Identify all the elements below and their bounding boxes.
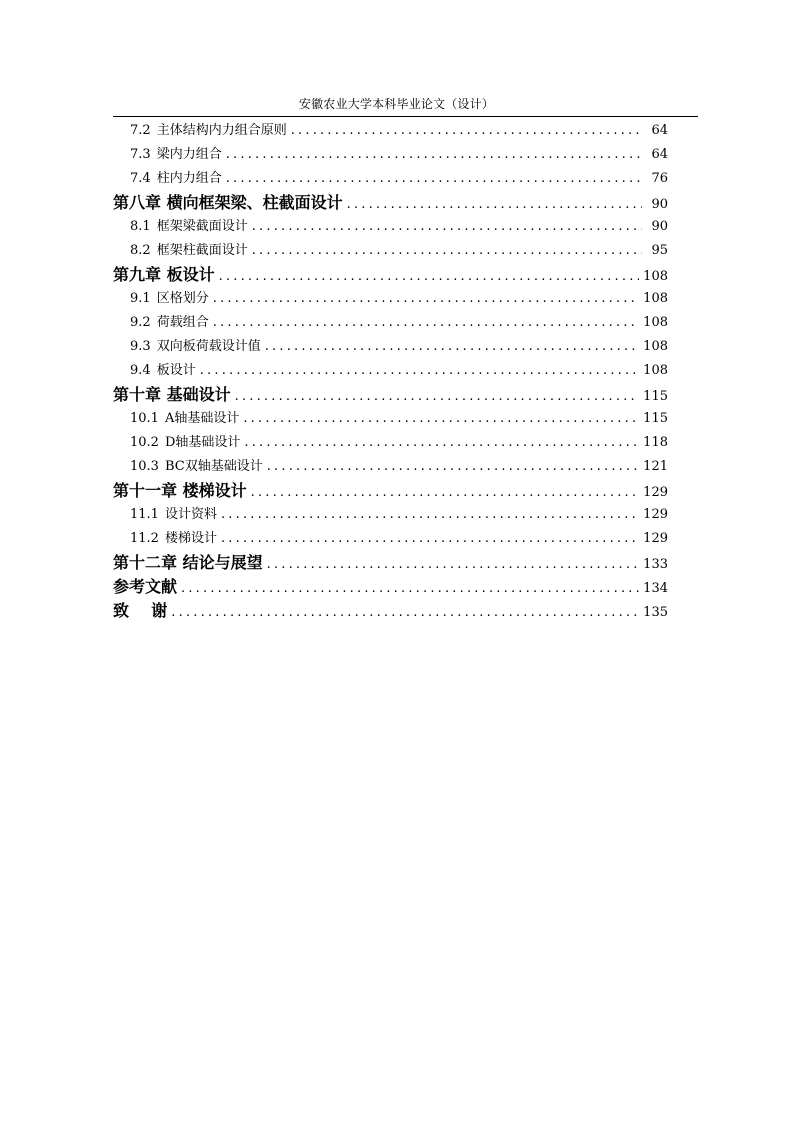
toc-page-number: 108 [643,363,668,378]
toc-section-number: 7.3 [130,147,151,162]
toc-chapter-title: 参考文献 [113,577,178,596]
toc-entry-9-4[interactable] [113,359,668,383]
toc-page-number: 134 [643,581,668,596]
dot-leader [181,577,639,601]
dot-leader [291,119,642,143]
toc-chapter-11[interactable] [113,479,668,503]
toc-entry-10-2[interactable] [113,431,668,455]
toc-acknowledgements[interactable] [113,599,668,623]
toc-chapter-8[interactable] [113,191,668,215]
dot-leader [244,431,639,455]
toc-chapter-title: 第八章 横向框架梁、柱截面设计 [113,193,343,212]
running-header: 安徽农业大学本科毕业论文（设计） [298,97,495,111]
toc-section-number: 9.2 [130,315,151,330]
toc-entry-title: D轴基础设计 [164,435,241,450]
toc-entry-title: 梁内力组合 [156,147,222,162]
toc-section-number: 9.4 [130,363,151,378]
dot-leader [226,167,642,191]
toc-page-number: 129 [643,507,668,522]
toc-chapter-title: 致 谢 [113,601,168,620]
toc-entry-title: 框架梁截面设计 [156,219,248,234]
toc-entry-title: 设计资料 [164,507,217,522]
dot-leader [221,503,639,527]
toc-page-number: 108 [643,339,668,354]
toc-page-number: 118 [643,435,668,450]
toc-entry-8-2[interactable] [113,239,668,263]
toc-page-number: 64 [651,147,668,162]
toc-page-number: 108 [643,269,668,284]
dot-leader [213,287,639,311]
toc-section-number: 8.2 [130,243,151,258]
toc-references[interactable] [113,575,668,599]
toc-section-number: 7.2 [130,123,151,138]
table-of-contents [113,119,668,623]
toc-section-number: 7.4 [130,171,151,186]
toc-section-number: 11.1 [130,507,159,522]
toc-chapter-10[interactable] [113,383,668,407]
toc-chapter-title: 第九章 板设计 [113,265,215,284]
toc-page-number: 115 [643,411,668,426]
toc-section-number: 10.1 [130,411,159,426]
dot-leader [267,553,640,577]
toc-entry-7-2[interactable] [113,119,668,143]
toc-chapter-title: 第十章 基础设计 [113,385,231,404]
toc-page-number: 135 [643,605,668,620]
dot-leader [221,527,639,551]
toc-page-number: 133 [643,557,668,572]
toc-page-number: 121 [643,459,668,474]
toc-page-number: 129 [643,531,668,546]
toc-section-number: 9.3 [130,339,151,354]
dot-leader [243,407,639,431]
dot-leader [267,455,639,479]
dot-leader [347,193,642,217]
dot-leader [235,385,640,409]
toc-entry-title: 主体结构内力组合原则 [156,123,287,138]
dot-leader [252,239,642,263]
dot-leader [219,265,640,289]
toc-entry-7-4[interactable] [113,167,668,191]
dot-leader [252,215,642,239]
toc-entry-8-1[interactable] [113,215,668,239]
dot-leader [200,359,639,383]
toc-section-number: 10.3 [130,459,159,474]
toc-chapter-9[interactable] [113,263,668,287]
toc-chapter-title: 第十一章 楼梯设计 [113,481,247,500]
toc-entry-title: BC双轴基础设计 [164,459,263,474]
toc-page-number: 64 [651,123,668,138]
toc-entry-11-1[interactable] [113,503,668,527]
toc-entry-9-1[interactable] [113,287,668,311]
toc-page-number: 95 [651,243,668,258]
toc-entry-11-2[interactable] [113,527,668,551]
toc-entry-title: 框架柱截面设计 [156,243,248,258]
toc-chapter-title: 第十二章 结论与展望 [113,553,263,572]
toc-page-number: 108 [643,315,668,330]
toc-entry-title: 楼梯设计 [164,531,217,546]
toc-chapter-12[interactable] [113,551,668,575]
toc-entry-title: 柱内力组合 [156,171,222,186]
dot-leader [171,601,639,625]
dot-leader [265,335,639,359]
toc-page-number: 90 [651,197,668,212]
dot-leader [226,143,642,167]
toc-entry-9-3[interactable] [113,335,668,359]
toc-section-number: 11.2 [130,531,159,546]
toc-page-number: 76 [651,171,668,186]
toc-entry-title: 荷载组合 [156,315,209,330]
toc-page-number: 108 [643,291,668,306]
toc-entry-10-3[interactable] [113,455,668,479]
toc-section-number: 9.1 [130,291,151,306]
toc-entry-title: 区格划分 [156,291,209,306]
toc-section-number: 10.2 [130,435,159,450]
header-rule [113,116,698,117]
toc-page-number: 129 [643,485,668,500]
toc-entry-title: A轴基础设计 [164,411,240,426]
toc-entry-title: 双向板荷载设计值 [156,339,261,354]
toc-section-number: 8.1 [130,219,151,234]
toc-page-number: 90 [651,219,668,234]
dot-leader [213,311,639,335]
toc-page-number: 115 [643,389,668,404]
toc-entry-9-2[interactable] [113,311,668,335]
toc-entry-7-3[interactable] [113,143,668,167]
dot-leader [251,481,640,505]
toc-entry-10-1[interactable] [113,407,668,431]
toc-entry-title: 板设计 [156,363,196,378]
